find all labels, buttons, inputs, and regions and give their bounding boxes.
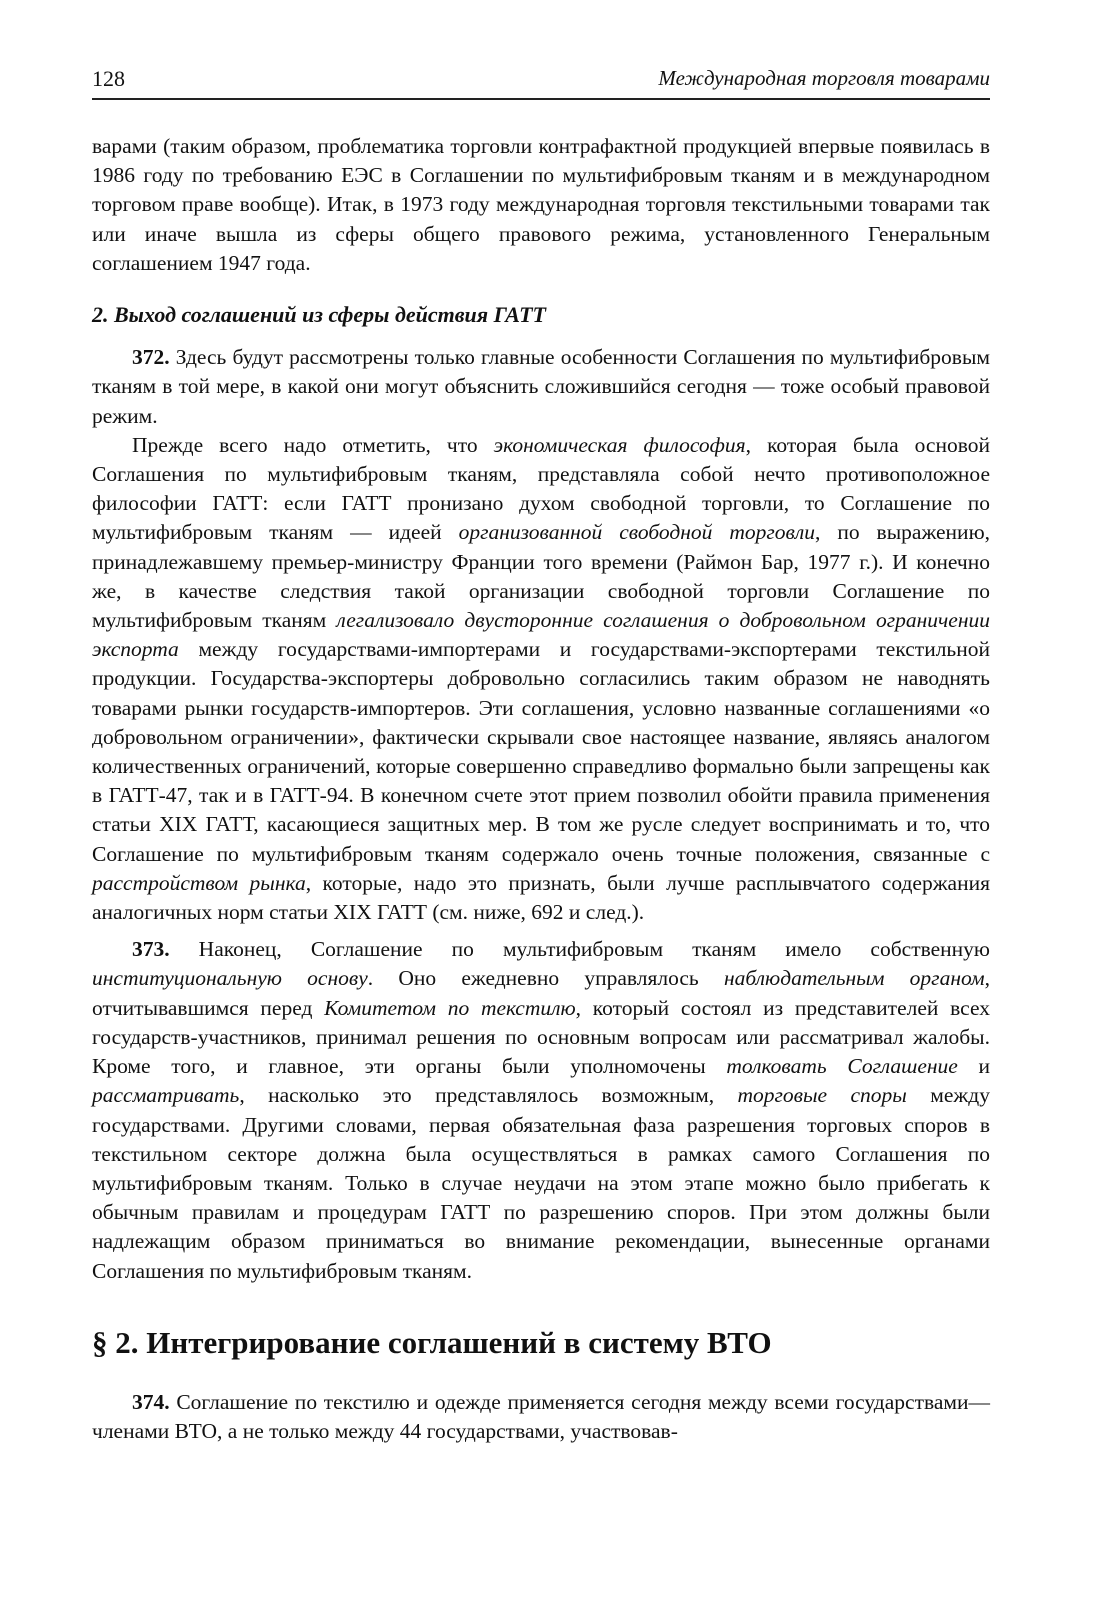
italic-term: толковать Соглашение xyxy=(726,1054,958,1079)
text-span: между государствами-импортерами и государствами-экспортерами текстильной продукции. Государства-экспортеры добровольно согласились таким образом не наводнять товарами рынки государств-импортеров. Эти соглашения, условно названные соглашениями «о добровольном ограничении», фактически скрывали свое настоящее название, являясь аналогом количественных ограничений, которые совершенно справедливо формально были запрещены как в ГАТТ-47, так и в ГАТТ-94. В конечном счете этот прием позволил обойти правила применения статьи XIX ГАТТ, касающиеся защитных мер. В том же русле следует воспринимать и то, что Соглашение по мультифибровым тканям содержало очень точные положения, связанные с xyxy=(92,637,990,866)
paragraph-number: 372. xyxy=(132,345,170,370)
italic-term: легализовало двусторонние соглашения о добровольном ограничении экспорта xyxy=(92,608,991,662)
text-span: . Оно ежедневно управлялось xyxy=(367,966,724,991)
paragraph-text: Соглашение по текстилю и одежде применяется сегодня между всеми государствами—членами ВТО, а не только между 44 государствами, участвовав- xyxy=(92,1389,990,1443)
paragraph-374 xyxy=(92,1388,990,1446)
text-span: и xyxy=(957,1054,991,1079)
italic-term: Комитетом по текстилю xyxy=(324,995,576,1020)
text-span: , насколько это представлялось возможным, xyxy=(239,1083,738,1108)
italic-term: организованной свободной торговли xyxy=(458,520,815,545)
text-span: , который состоял из представителей всех государств-участников, принимал решения по основным вопросам или рассматривал жалобы. Кроме того, и главное, эти органы были уполномочены xyxy=(92,995,990,1079)
body-text xyxy=(92,132,990,1446)
paragraph-number: 374. xyxy=(132,1389,170,1414)
page-number: 128 xyxy=(92,66,125,91)
paragraph-number: 373. xyxy=(132,937,170,962)
paragraph-text: Здесь будут рассмотрены только главные особенности Соглашения по мультифибровым тканям в той мере, в какой они могут объяснить сложившийся сегодня — тоже особый правовой режим. xyxy=(92,345,990,428)
paragraph-373 xyxy=(92,935,990,1285)
text-span: , по выражению, принадлежавшему премьер-министру Франции того времени (Раймон Бар, 1977 г.). И конечно же, в качестве следствия такой организации свободной торговли Соглашение по мультифибровым тканям xyxy=(92,520,991,633)
paragraph-intro: варами (таким образом, проблематика торговли контрафактной продукцией впервые появилась в 1986 году по требованию ЕЭС в Соглашении по мультифибровым тканям и в международном торговом праве вообще). Итак, в 1973 году международная торговля текстильными товарами так или иначе вышла из сферы общего правового режима, установленного Генеральным соглашением 1947 года. xyxy=(92,134,990,275)
paragraph-372-continued xyxy=(92,431,990,927)
text-span: Прежде всего надо отметить, что xyxy=(132,432,494,457)
text-span: между государствами. Другими словами, первая обязательная фаза разрешения торговых споров в текстильном секторе должна была осуществляться в рамках самого Соглашения по мультифибровым тканям. Только в случае неудачи на этом этапе можно было прибегать к обычным правилам и процедурам ГАТТ по разрешению споров. При этом должны были надлежащим образом приниматься во внимание рекомендации, вынесенные органами Соглашения по мультифибровым тканям. xyxy=(92,1083,990,1283)
section-heading: § 2. Интегрирование соглашений в систему ВТО xyxy=(92,1324,772,1360)
italic-term: институциональную основу xyxy=(92,966,368,991)
italic-term: расстройством рынка xyxy=(92,870,306,895)
text-span: , которые, надо это признать, были лучше расплывчатого содержания аналогичных норм статьи XIX ГАТТ (см. ниже, 692 и след.). xyxy=(92,870,990,925)
subheading: 2. Выход соглашений из сферы действия ГАТТ xyxy=(92,302,546,328)
text-span: Наконец, Соглашение по мультифибровым тканям имело собственную xyxy=(169,937,990,962)
italic-term: экономическая философия xyxy=(493,432,746,457)
paragraph-372 xyxy=(92,343,990,431)
text-span: , отчитывавшимся перед xyxy=(92,966,991,1020)
page-header xyxy=(92,64,990,100)
text-span: , которая была основой Соглашения по мультифибровым тканям, представляла собой нечто противоположное философии ГАТТ: если ГАТТ пронизано духом свободной торговли, то Соглашение по мультифибровым тканям — идеей xyxy=(92,432,990,545)
italic-term: рассматривать xyxy=(92,1083,240,1108)
italic-term: торговые споры xyxy=(737,1083,907,1108)
italic-term: наблюдательным органом xyxy=(723,966,985,991)
running-head: Международная торговля товарами xyxy=(658,66,990,90)
